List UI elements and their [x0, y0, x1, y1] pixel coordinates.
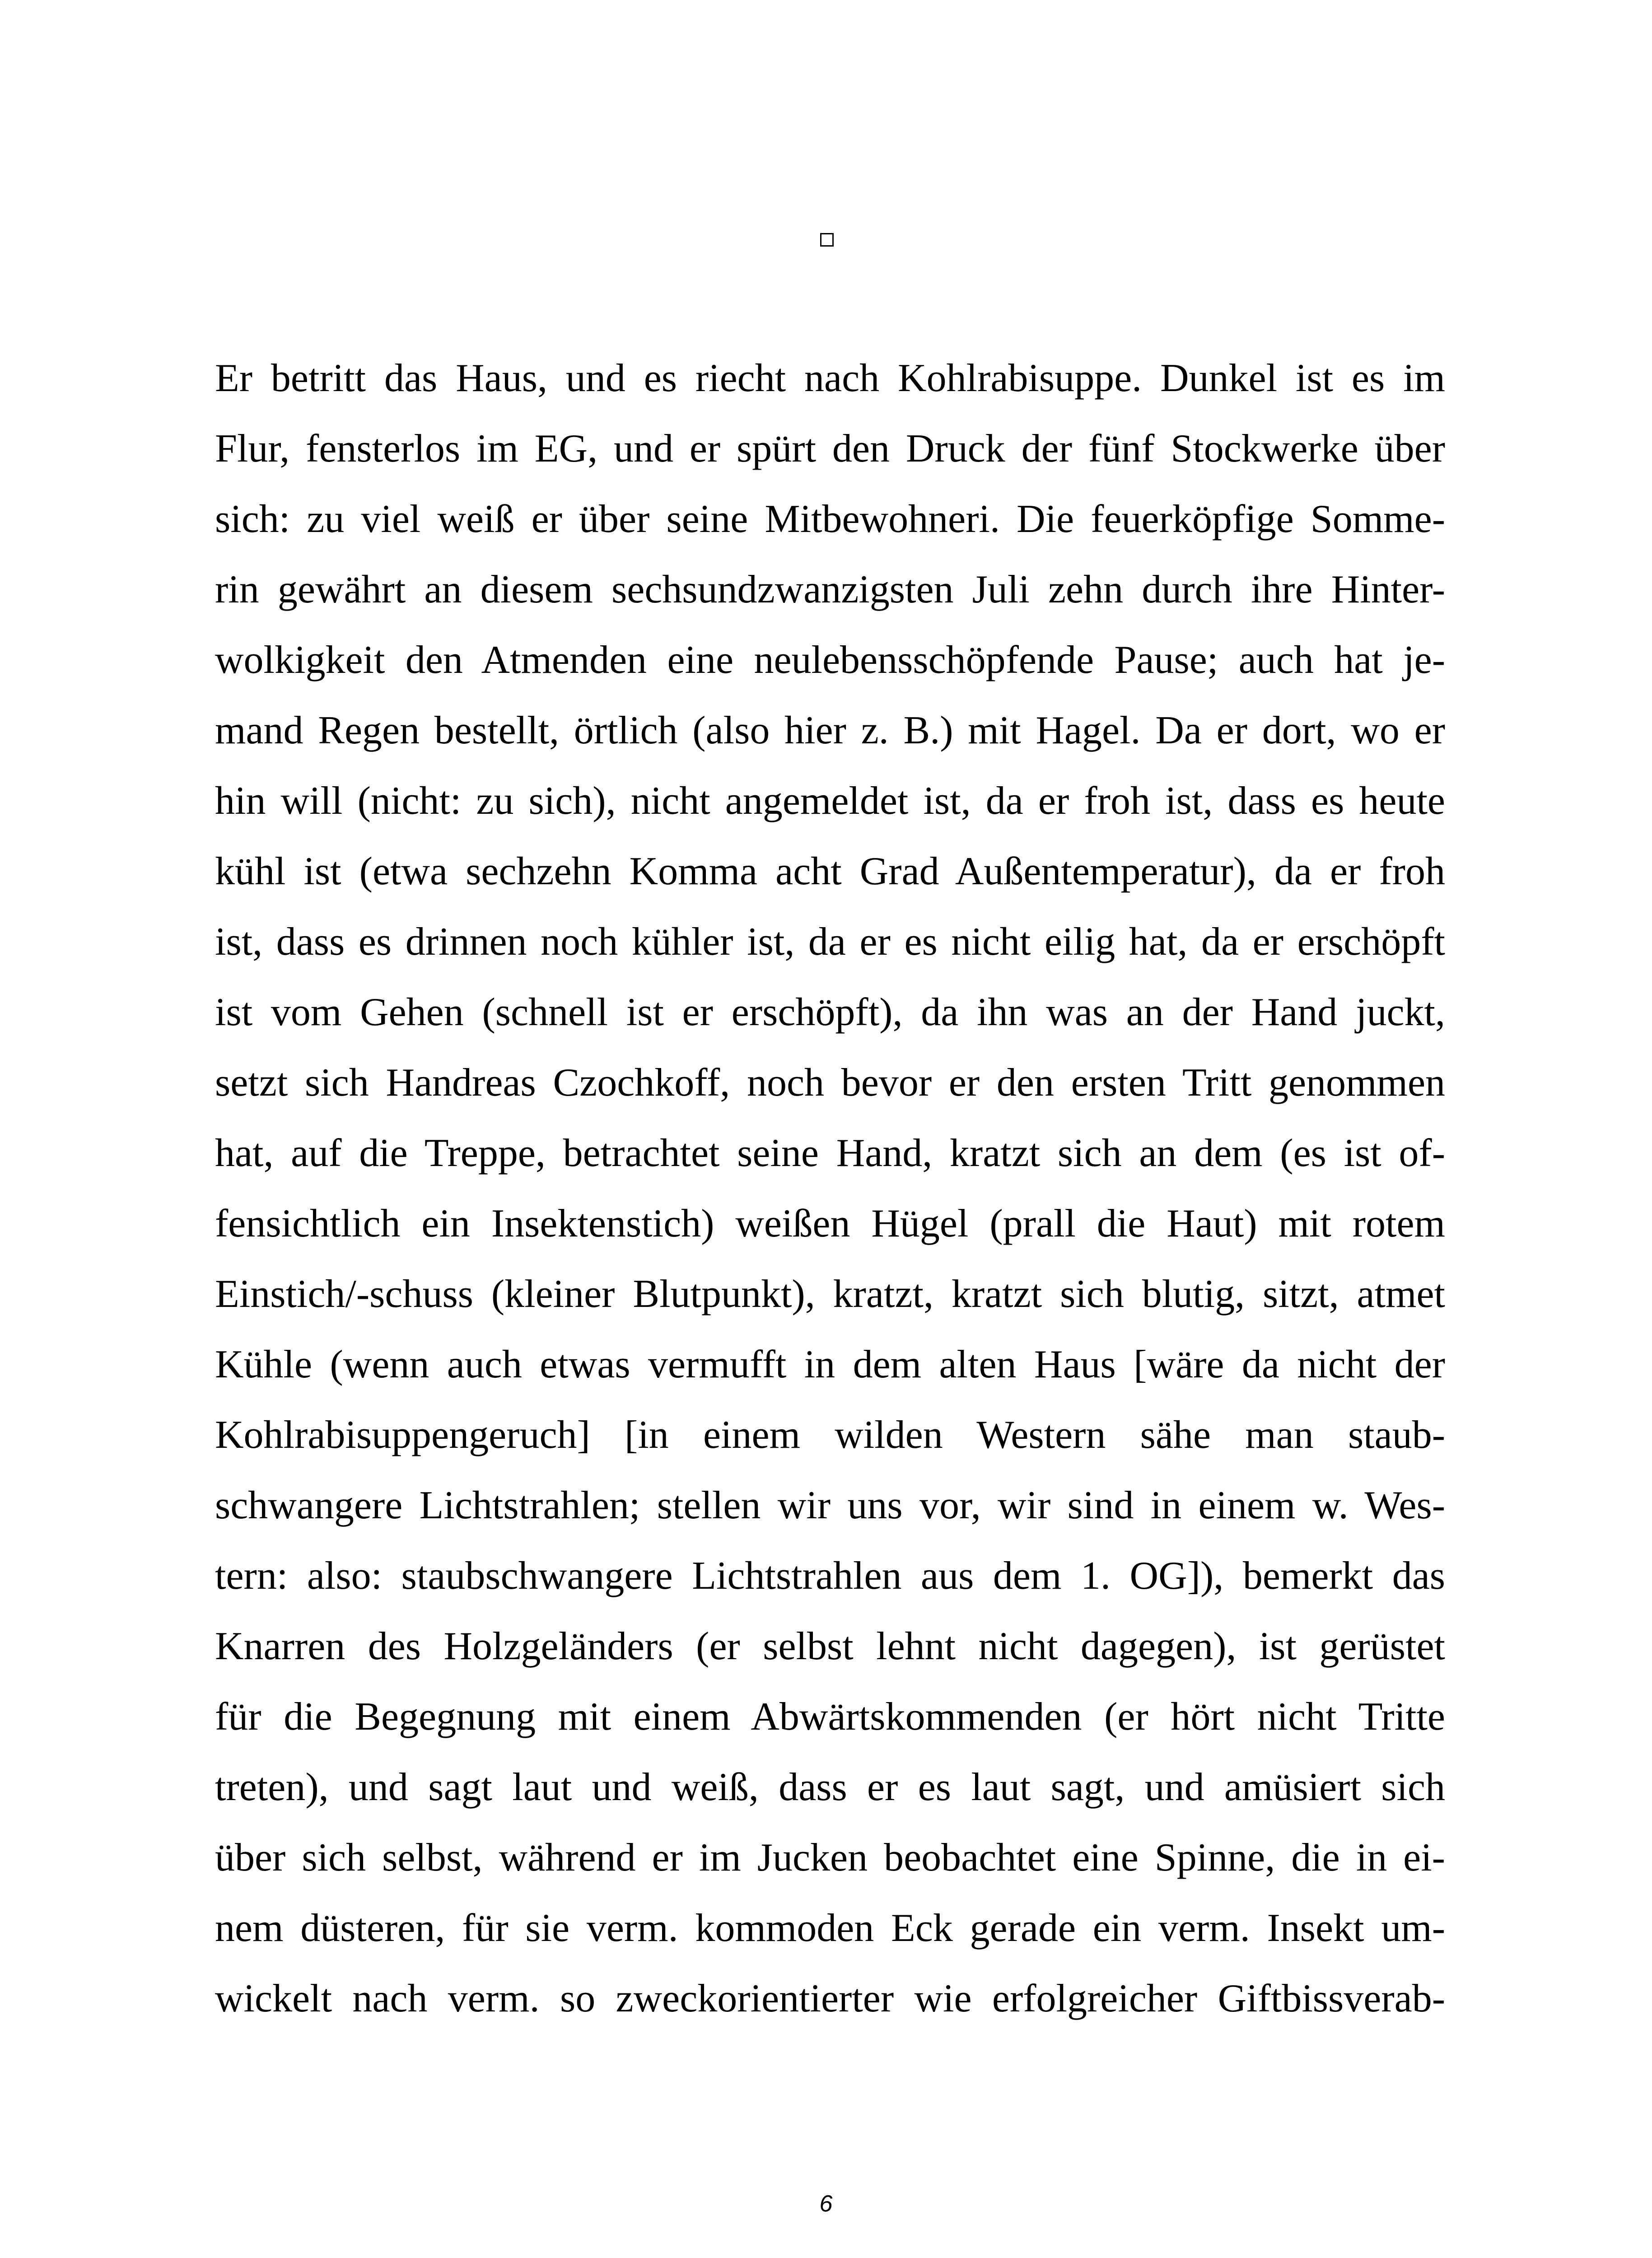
text-line: kühl ist (etwa sechzehn Komma acht Grad Außentemperatur), da er froh: [215, 849, 1445, 893]
text-line: setzt sich Handreas Czochkoff, noch bevor er den ersten Tritt genommen: [215, 1061, 1445, 1105]
text-line: sich: zu viel weiß er über seine Mitbewohneri. Die feuerköpfige Somme-: [215, 497, 1445, 541]
text-line: hat, auf die Treppe, betrachtet seine Hand, kratzt sich an dem (es ist of-: [215, 1131, 1445, 1175]
text-line: Kohlrabisuppengeruch] [in einem wilden Western sähe man staub-: [215, 1413, 1445, 1457]
text-line: Er betritt das Haus, und es riecht nach Kohlrabisuppe. Dunkel ist es im: [215, 356, 1445, 400]
body-text: [215, 343, 1445, 2034]
text-line: hin will (nicht: zu sich), nicht angemeldet ist, da er froh ist, dass es heute: [215, 779, 1445, 823]
text-line: ist vom Gehen (schnell ist er erschöpft), da ihn was an der Hand juckt,: [215, 990, 1445, 1034]
text-line: Kühle (wenn auch etwas vermufft in dem alten Haus [wäre da nicht der: [215, 1343, 1445, 1386]
section-marker-square-icon: [820, 233, 834, 247]
text-line: mand Regen bestellt, örtlich (also hier z. B.) mit Hagel. Da er dort, wo er: [215, 709, 1445, 752]
text-line: wickelt nach verm. so zweckorientierter wie erfolgreicher Giftbissverab-: [215, 1977, 1445, 2020]
page-number: 6: [819, 2191, 833, 2217]
text-line: wolkigkeit den Atmenden eine neulebensschöpfende Pause; auch hat je-: [215, 638, 1445, 682]
section-marker-row: [0, 0, 1652, 247]
text-line: Knarren des Holzgeländers (er selbst lehnt nicht dagegen), ist gerüstet: [215, 1624, 1445, 1668]
text-line: für die Begegnung mit einem Abwärtskommenden (er hört nicht Tritte: [215, 1695, 1445, 1739]
text-line: fensichtlich ein Insektenstich) weißen Hügel (prall die Haut) mit rotem: [215, 1202, 1445, 1246]
text-line: tern: also: staubschwangere Lichtstrahlen aus dem 1. OG]), bemerkt das: [215, 1554, 1445, 1598]
text-line: Einstich/-schuss (kleiner Blutpunkt), kratzt, kratzt sich blutig, sitzt, atmet: [215, 1272, 1445, 1316]
text-line: treten), und sagt laut und weiß, dass er es laut sagt, und amüsiert sich: [215, 1765, 1445, 1809]
text-line: rin gewährt an diesem sechsundzwanzigsten Juli zehn durch ihre Hinter-: [215, 568, 1445, 611]
text-line: schwangere Lichtstrahlen; stellen wir uns vor, wir sind in einem w. Wes-: [215, 1484, 1445, 1527]
text-line: über sich selbst, während er im Jucken beobachtet eine Spinne, die in ei-: [215, 1836, 1445, 1880]
text-line: ist, dass es drinnen noch kühler ist, da er es nicht eilig hat, da er erschöpft: [215, 920, 1445, 964]
text-line: nem düsteren, für sie verm. kommoden Eck gerade ein verm. Insekt um-: [215, 1906, 1445, 1950]
text-line: Flur, fensterlos im EG, und er spürt den Druck der fünf Stockwerke über: [215, 427, 1445, 471]
